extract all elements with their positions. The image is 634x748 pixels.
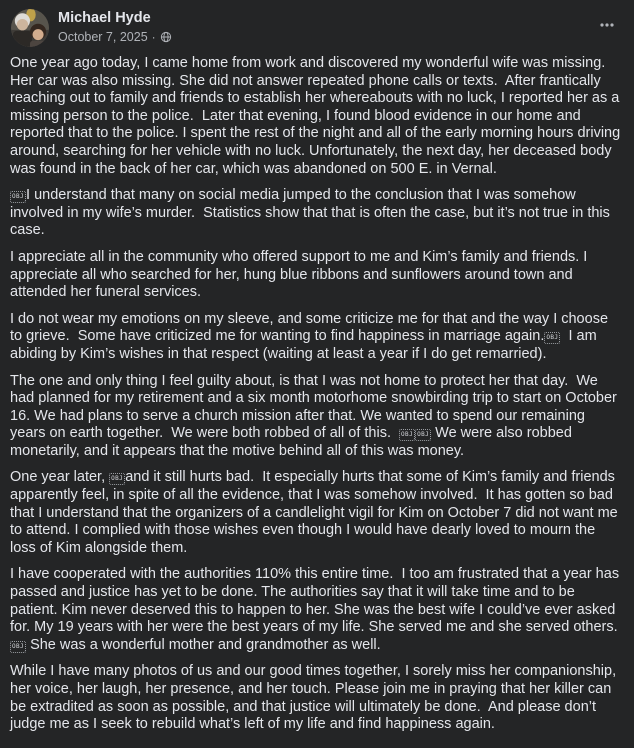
meta-separator: · (151, 30, 156, 44)
object-replacement-icon: OBJ (10, 191, 26, 203)
post-header (0, 0, 634, 52)
header-text (58, 9, 588, 45)
post-date[interactable]: October 7, 2025 (58, 30, 148, 44)
post-paragraph: I appreciate all in the community who offered support to me and Kim’s family and friends. I appreciate all who searched for her, hung blue ribbons and sunflowers around town and attended her funeral services. (10, 248, 592, 301)
post-menu-button[interactable] (588, 11, 622, 39)
globe-icon (160, 31, 172, 43)
object-replacement-icon: OBJ (399, 429, 415, 441)
post-paragraph: One year ago today, I came home from work and discovered my wonderful wife was missing. Her car was also missing. She did not answer repeated phone calls or texts. After frantically reaching out to family and friends to establish her whereabouts with no luck, I reported her as a missing person to the police. Later that evening, I found blood evidence in our home and reported that to the police. I spent the rest of the night and all of the early morning hours driving around, searching for her vehicle with no luck. Unfortunately, the next day, her deceased body was found in the back of her car, which was abandoned on 500 E. in Vernal. (10, 55, 625, 177)
post-meta (58, 29, 588, 45)
avatar[interactable] (11, 9, 49, 47)
post-paragraph: I have cooperated with the authorities 110% this entire time. I too am frustrated that a year has passed and justice has yet to be done. The authorities say that it will take time and to be patient. Kim never deserved this to happen to her. She was the best wife I could’ve ever asked for. My 19 years with her were the best years of my life. She served me and she served others. OBJ She was a wonderful mother and grandmother as well. (10, 566, 624, 653)
post-paragraph: While I have many photos of us and our good times together, I sorely miss her companionship, her voice, her laugh, her presence, and her touch. Please join me in praying that her killer can be extradited as soon as possible, and that justice will ultimately be done. And please don’t judge me as I seek to rebuild what’s left of my life and find happiness again. (10, 663, 621, 733)
object-replacement-icon: OBJ (415, 429, 431, 441)
ellipsis-icon (598, 21, 616, 36)
post-paragraph: The one and only thing I feel guilty about, is that I was not home to protect her that day. We had planned for my retirement and a six month motorhome snowbirding trip to start on October 16. We had plans to serve a church mission after that. We wanted to spend our remaining years on earth together. We were both robbed of all of this. OBJ OBJ We were also robbed monetarily, and it appears that the motive behind all of this was money. (10, 372, 621, 459)
post-text (0, 52, 634, 734)
object-replacement-icon: OBJ (544, 332, 560, 344)
object-replacement-icon: OBJ (109, 473, 125, 485)
object-replacement-icon: OBJ (10, 641, 26, 653)
profile-photo-icon (11, 9, 49, 47)
post-paragraph: I do not wear my emotions on my sleeve, and some criticize me for that and the way I choose to grieve. Some have criticized me for wanting to find happiness in marriage again. OBJ I am abiding by Kim’s wishes in that respect (waiting at least a year if I do get remarried). (10, 310, 613, 362)
post-paragraph: One year later, OBJ and it still hurts bad. It especially hurts that some of Kim’s family and friends apparently feel, in spite of all the evidence, that I was somehow involved. It has gotten so bad that I understand that the organizers of a candlelight vigil for Kim on October 7 did not want me to attend. I complied with those wishes even though I would have dearly loved to mourn the loss of Kim alongside them. (10, 469, 622, 556)
post-paragraph: OBJ I understand that many on social media jumped to the conclusion that I was somehow involved in my wife’s murder. Statistics show that that is often the case, but it’s not true in this case. (10, 187, 614, 239)
author-name[interactable]: Michael Hyde (58, 10, 151, 26)
